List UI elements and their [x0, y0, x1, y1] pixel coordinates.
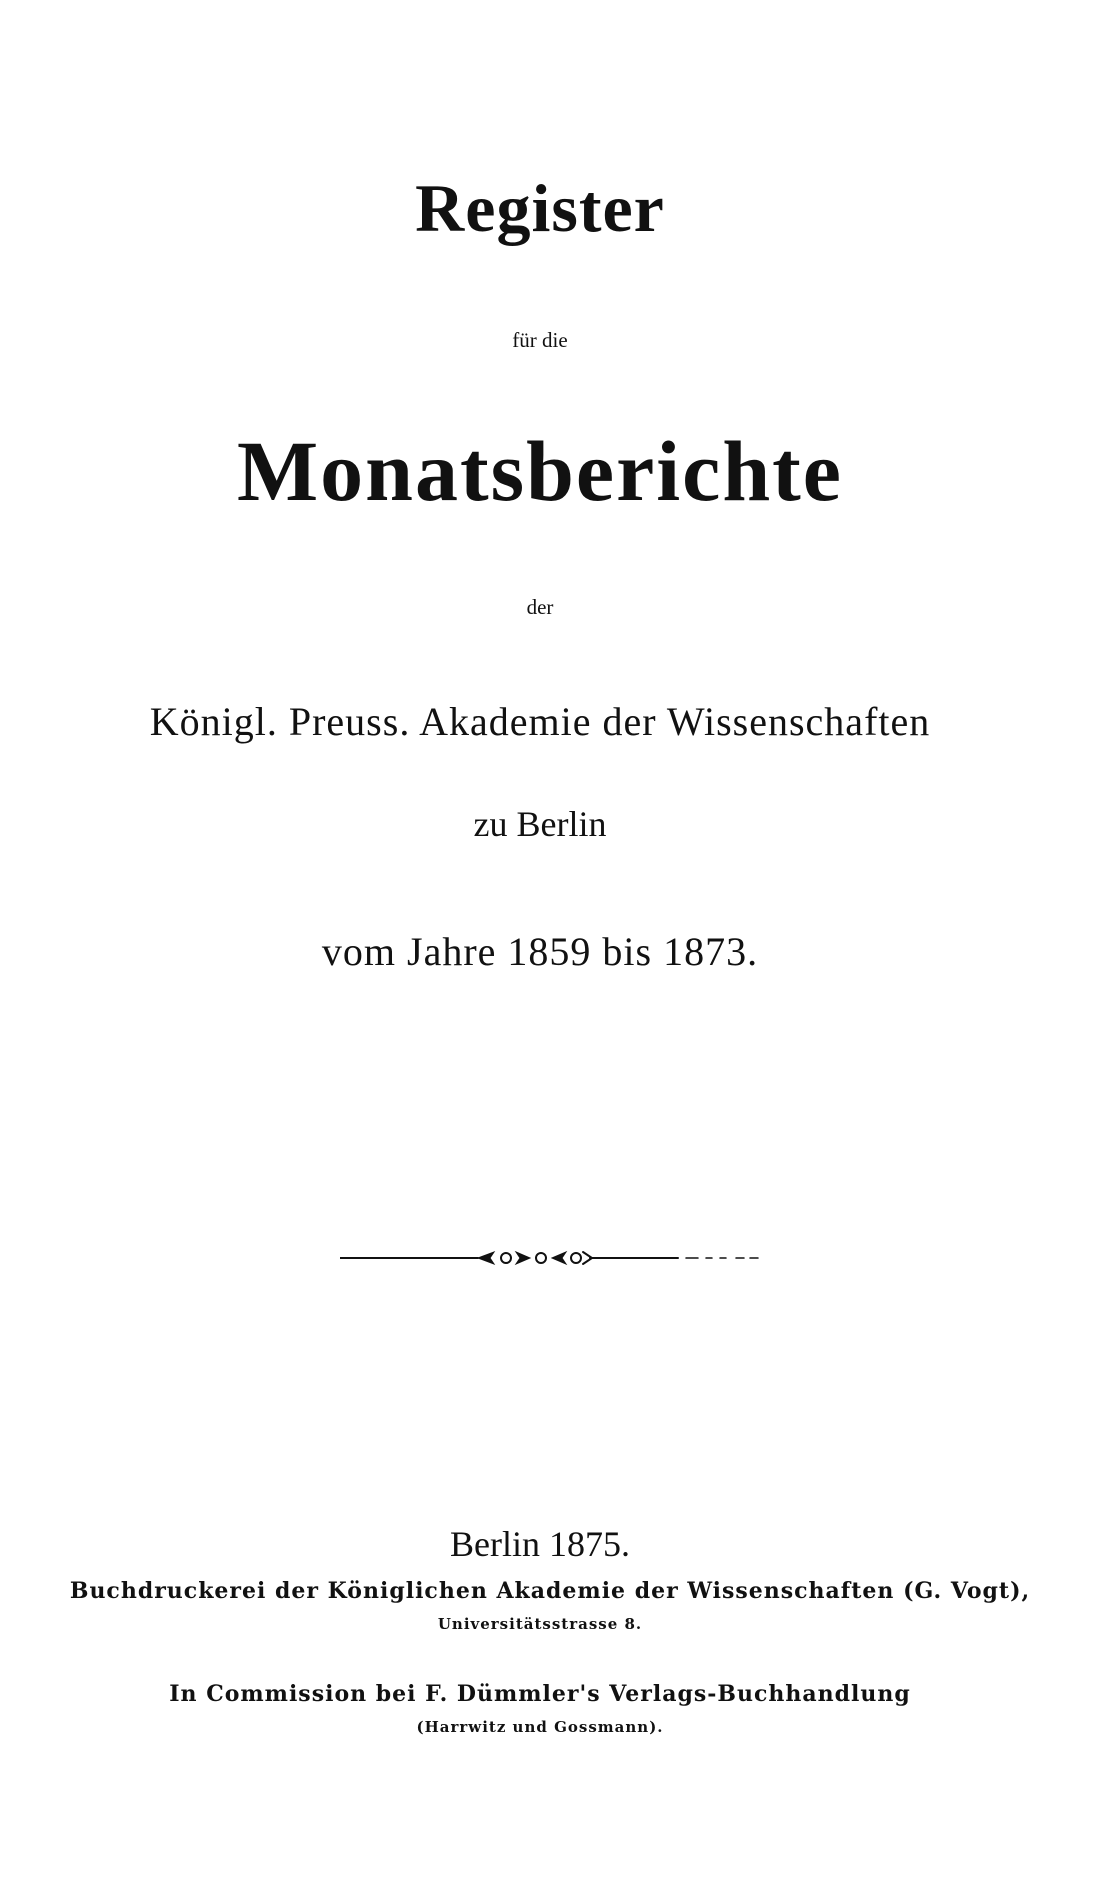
city-line: zu Berlin: [473, 804, 607, 844]
academy-name: Königl. Preuss. Akademie der Wissenschaften: [149, 699, 931, 744]
printer-line: Buchdruckerei der Königlichen Akademie der Wissenschaften (G. Vogt),: [69, 1578, 1031, 1604]
years-range: vom Jahre 1859 bis 1873.: [321, 929, 759, 974]
connector-text: für die: [512, 328, 568, 352]
divider-ornament-icon: [340, 1249, 770, 1267]
commission-line: In Commission bei F. Dümmler's Verlags-Buchhandlung: [169, 1681, 911, 1707]
imprint-place-year: Berlin 1875.: [450, 1524, 630, 1564]
main-title: Monatsberichte: [237, 423, 843, 519]
article-text: der: [526, 595, 554, 619]
street-line: Universitätsstrasse 8.: [437, 1615, 643, 1633]
partners-line: (Harrwitz und Gossmann).: [416, 1718, 664, 1736]
page-title: Register: [415, 170, 665, 246]
